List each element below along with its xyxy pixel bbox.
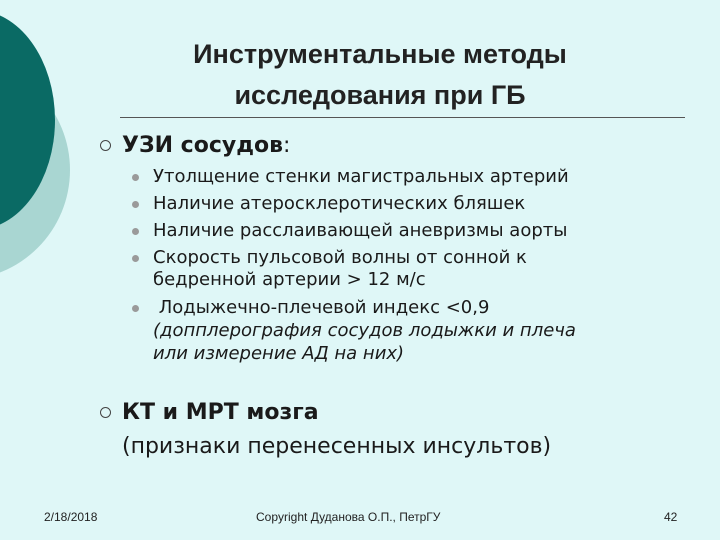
item-1-heading [122, 130, 290, 162]
bullet-dot-icon [132, 228, 139, 235]
subitem-2: Наличие атеросклеротических бляшек [153, 193, 526, 214]
title-divider [120, 117, 685, 118]
subitem-4-line-1: Скорость пульсовой волны от сонной к [153, 247, 527, 268]
footer-copyright: Copyright Дуданова О.П., ПетрГУ [256, 510, 441, 524]
slide-title [130, 34, 630, 116]
hollow-bullet-icon [100, 407, 111, 418]
bullet-dot-icon [132, 201, 139, 208]
subitem-4-line-2: бедренной артерии > 12 м/с [153, 269, 426, 290]
subitem-1: Утолщение стенки магистральных артерий [153, 166, 569, 187]
item-1-suffix: : [283, 133, 291, 158]
bullet-dot-icon [132, 174, 139, 181]
item-2-heading [122, 397, 319, 429]
subitem-3: Наличие расслаивающей аневризмы аорты [153, 220, 568, 241]
title-line-1: Инструментальные методы [193, 39, 567, 69]
item-1-label: УЗИ сосудов [122, 133, 284, 158]
item-2-description: (признаки перенесенных инсультов) [122, 434, 552, 459]
page-number: 42 [664, 510, 678, 524]
subitem-5-note-line-1: (допплерография сосудов лодыжки и плеча [153, 320, 576, 341]
title-line-2: исследования при ГБ [234, 80, 526, 110]
bullet-dot-icon [132, 305, 139, 312]
footer-date: 2/18/2018 [44, 510, 98, 524]
item-2-label: КТ и МРТ мозга [122, 400, 319, 425]
subitem-5-note-line-2: или измерение АД на них) [153, 343, 405, 364]
hollow-bullet-icon [100, 140, 111, 151]
bullet-dot-icon [132, 255, 139, 262]
subitem-5: Лодыжечно-плечевой индекс <0,9 [153, 297, 490, 318]
